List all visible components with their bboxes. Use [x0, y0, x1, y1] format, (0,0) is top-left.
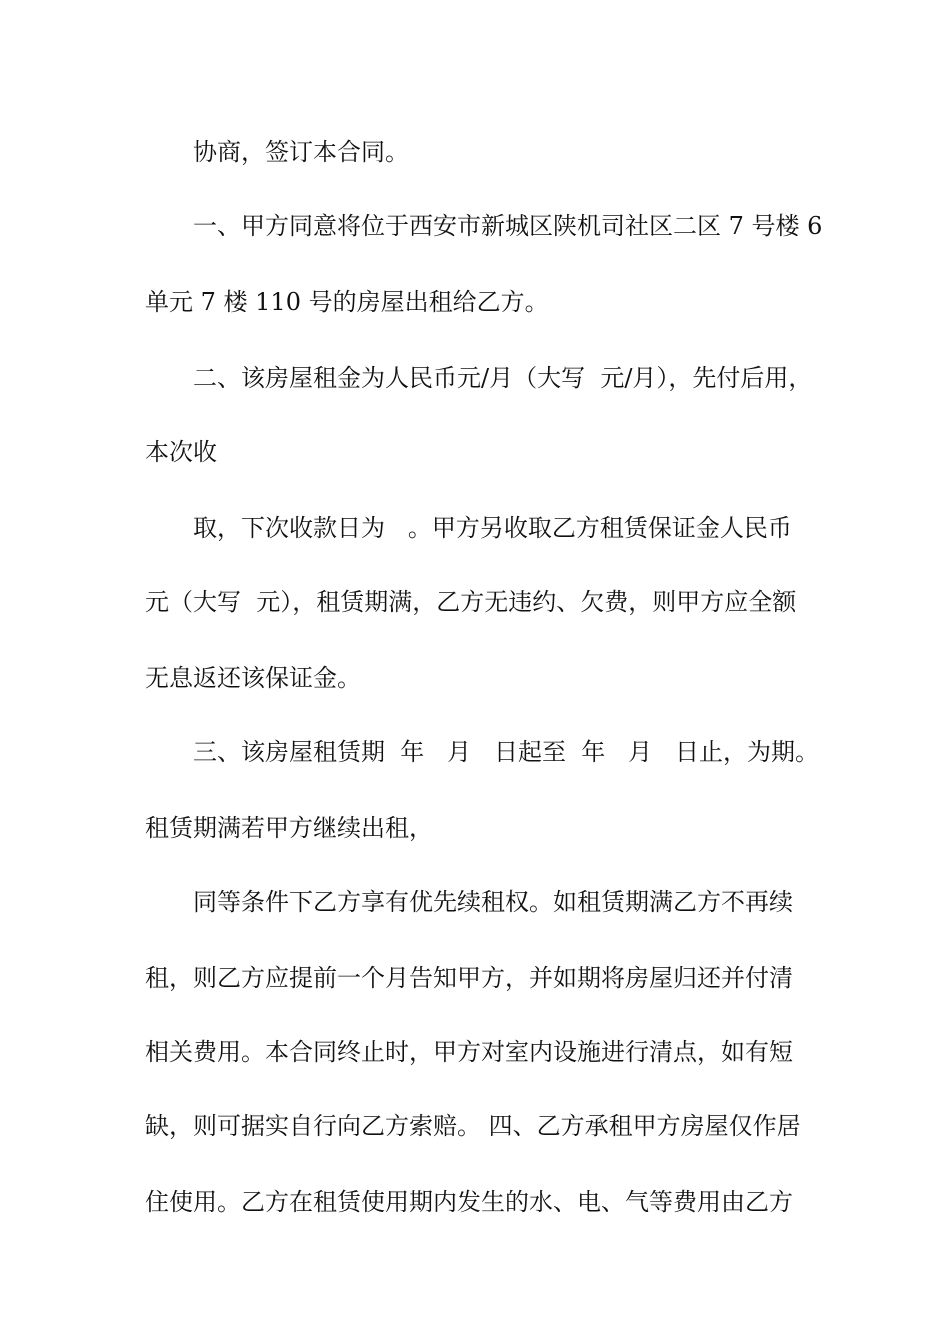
text-line: 同等条件下乙方享有优先续租权。如租赁期满乙方不再续 [193, 888, 793, 916]
text-line: 三、该房屋租赁期 年 月 日起至 年 月 日止，为期。 [193, 738, 820, 766]
text-line: 相关费用。本合同终止时，甲方对室内设施进行清点，如有短 [145, 1038, 793, 1066]
text-line: 住使用。乙方在租赁使用期内发生的水、电、气等费用由乙方 [145, 1188, 793, 1216]
text-line: 一、甲方同意将位于西安市新城区陕机司社区二区 7 号楼 6 [193, 212, 823, 240]
text-line: 二、该房屋租金为人民币元/月（大写 元/月），先付后用， [193, 364, 813, 392]
text-line: 缺，则可据实自行向乙方索赔。 四、乙方承租甲方房屋仅作居 [145, 1112, 801, 1140]
text-line: 本次收 [145, 438, 217, 466]
text-line: 协商，签订本合同。 [193, 138, 409, 166]
text-line: 取，下次收款日为 。甲方另收取乙方租赁保证金人民币 [193, 514, 792, 542]
text-line: 租赁期满若甲方继续出租， [145, 814, 433, 842]
text-line: 无息返还该保证金。 [145, 664, 361, 692]
text-line: 元（大写 元），租赁期满，乙方无违约、欠费，则甲方应全额 [145, 588, 797, 616]
text-line: 租，则乙方应提前一个月告知甲方，并如期将房屋归还并付清 [145, 964, 793, 992]
text-line: 单元 7 楼 110 号的房屋出租给乙方。 [145, 288, 549, 316]
